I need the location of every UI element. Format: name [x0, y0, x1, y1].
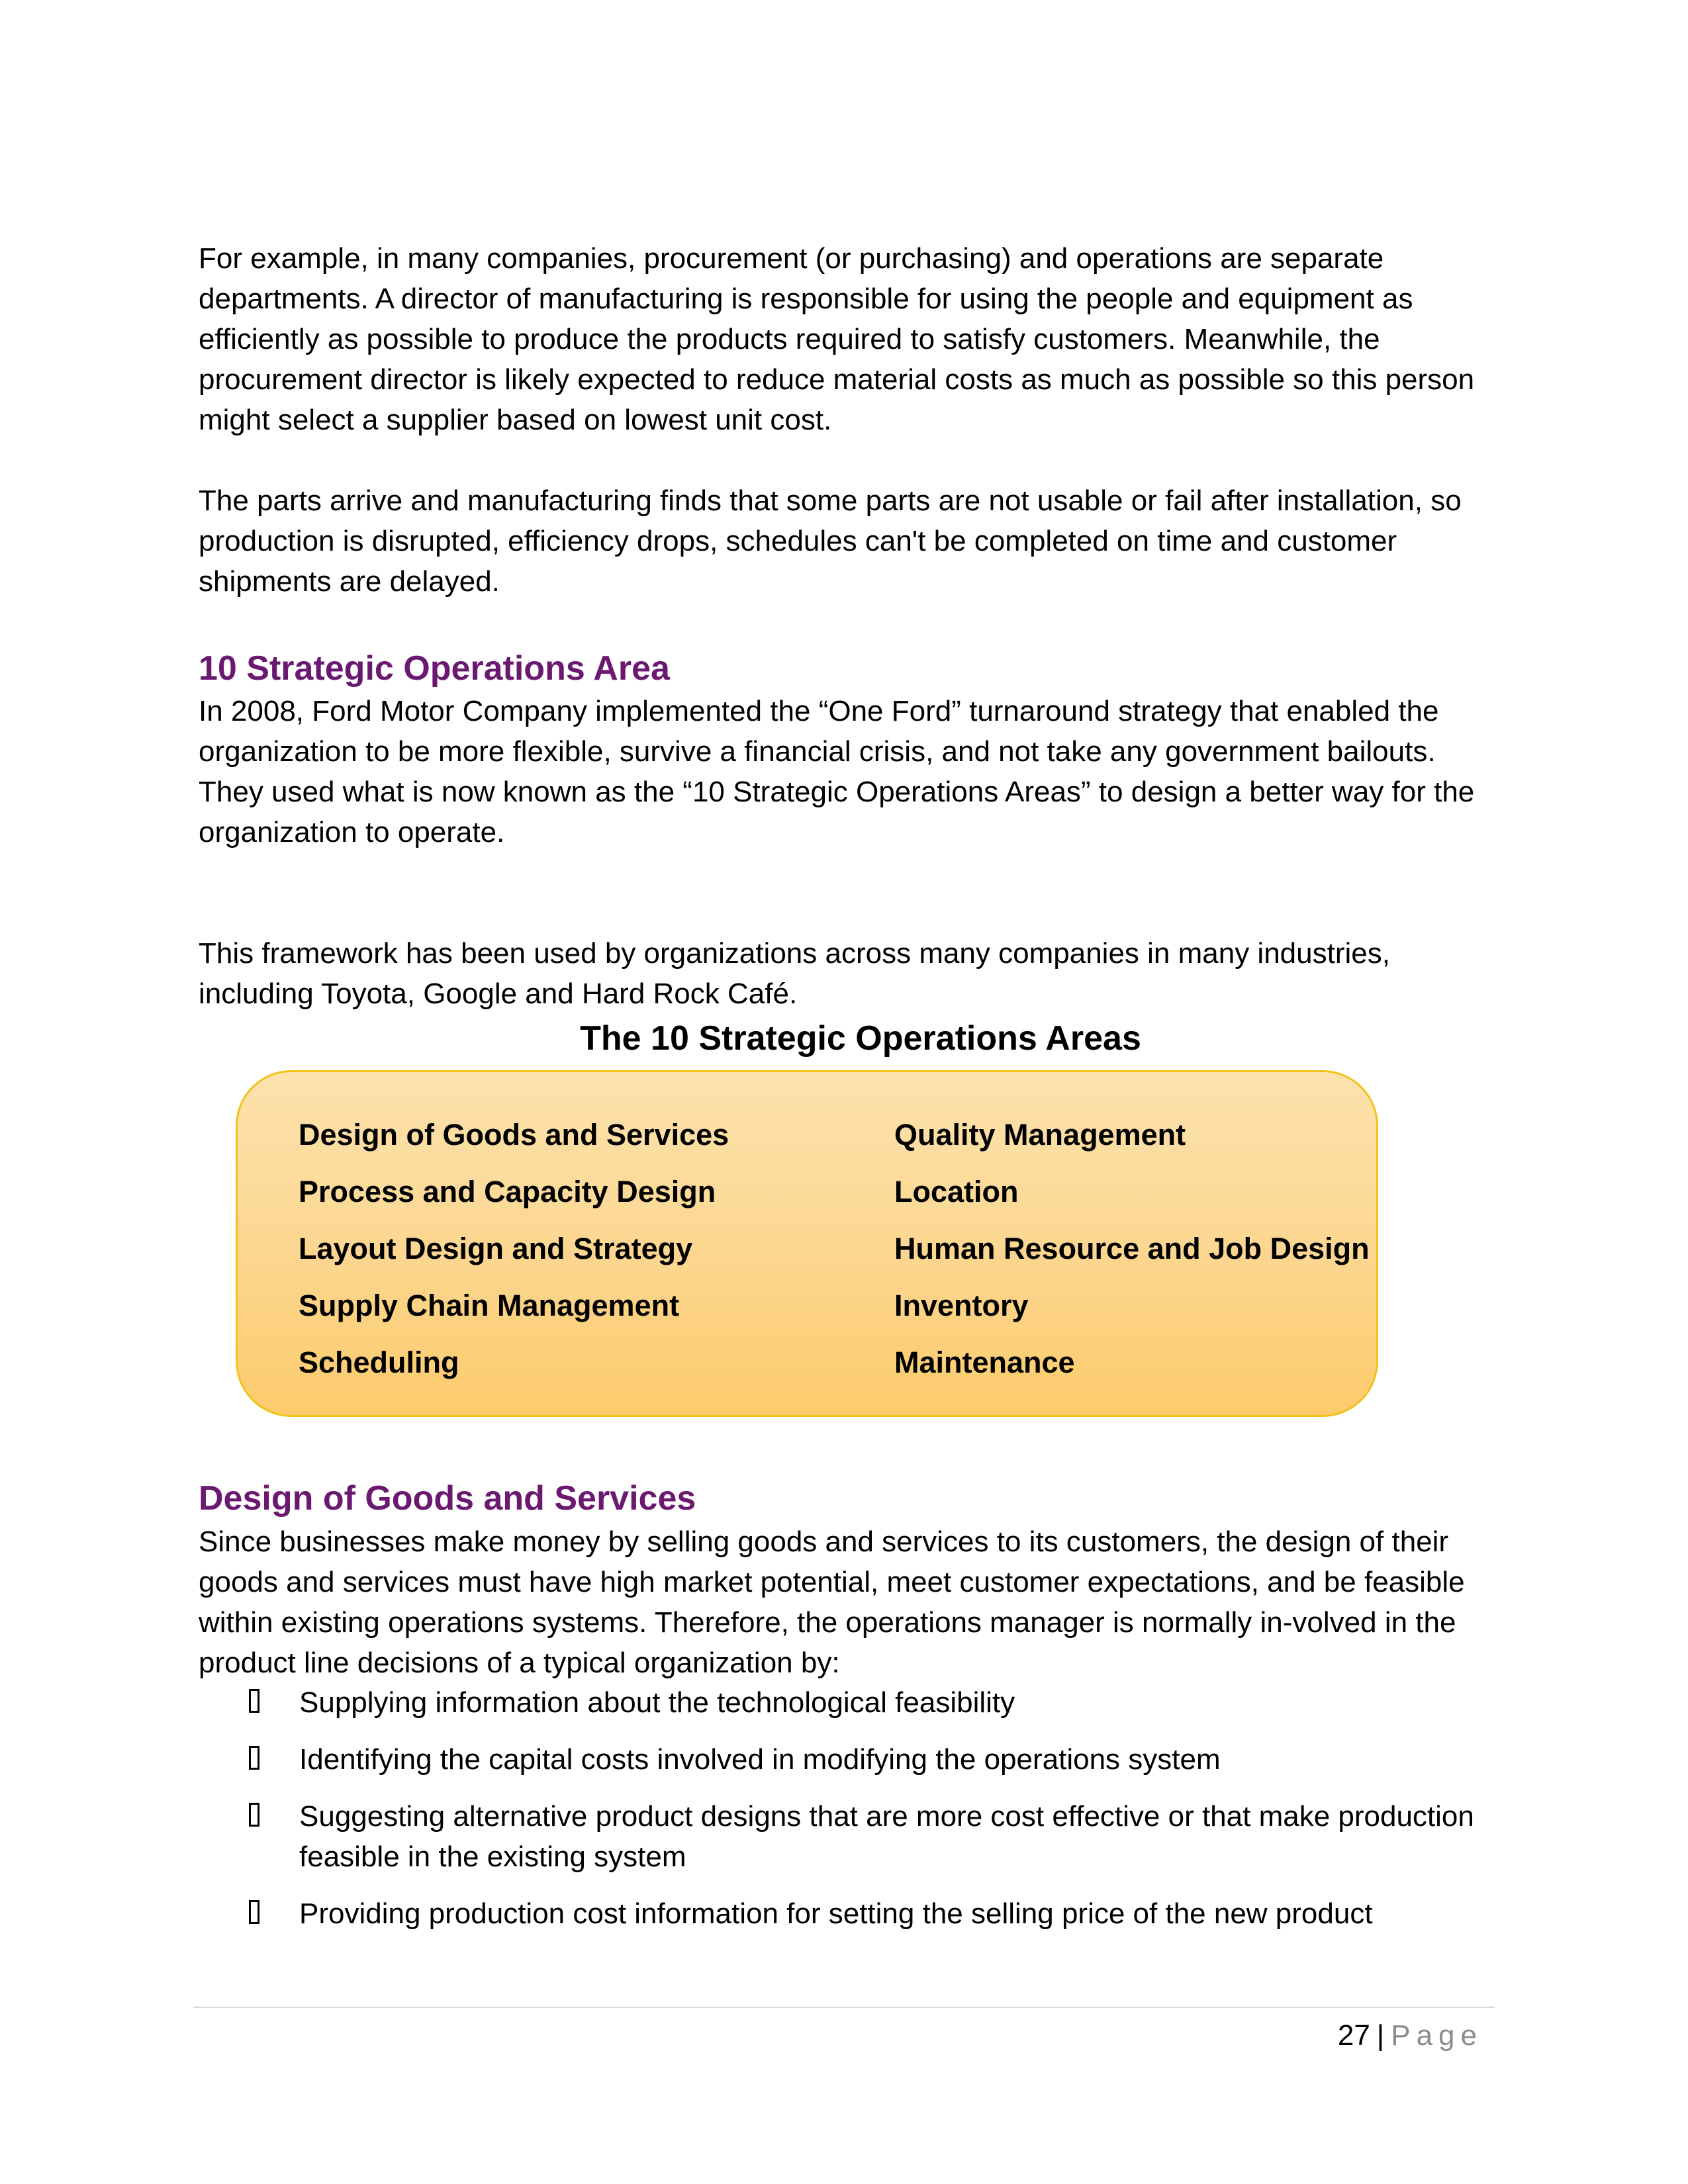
page-footer	[1338, 2016, 1483, 2056]
section-heading-strategic-areas: 10 Strategic Operations Area	[199, 649, 670, 688]
list-item-text: Suggesting alternative product designs that are more cost effective or that make production feasible in the existing system	[299, 1800, 1474, 1873]
area-item: Location	[894, 1175, 1019, 1208]
list-item	[199, 1893, 1496, 1934]
areas-left-column	[299, 1107, 729, 1391]
section-heading-design-goods: Design of Goods and Services	[199, 1479, 696, 1518]
area-item: Human Resource and Job Design	[894, 1232, 1370, 1265]
paragraph-procurement-example: For example, in many companies, procurement (or purchasing) and operations are separate departments. A director of manufacturing is responsible for using the people and equipment as efficiently as possible to produce the products required to satisfy customers. Meanwhile, the procurement director is likely expected to reduce material costs as much as possible so this person might select a supplier based on lowest unit cost.	[199, 242, 1475, 436]
strategic-areas-box	[236, 1070, 1378, 1417]
bullet-box-icon	[249, 1689, 259, 1713]
area-item: Scheduling	[299, 1345, 459, 1379]
paragraph-framework-usage: This framework has been used by organizations across many companies in many industries, including Toyota, Google and Hard Rock Café.	[199, 937, 1390, 1010]
areas-box-title: The 10 Strategic Operations Areas	[580, 1019, 1141, 1058]
list-item	[199, 1796, 1496, 1877]
bullet-box-icon	[249, 1803, 259, 1827]
paragraph-design-goods: Since businesses make money by selling goods and services to its customers, the design of their goods and services must have high market potential, meet customer expectations, and be feasible within existing operations systems. Therefore, the operations manager is normally in-volved in the product line decisions of a typical organization by:	[199, 1525, 1465, 1679]
areas-right-column	[894, 1107, 1370, 1391]
area-item: Layout Design and Strategy	[299, 1232, 693, 1265]
bullet-box-icon	[249, 1900, 259, 1924]
area-item: Quality Management	[894, 1118, 1186, 1152]
paragraph-ford-one-ford: In 2008, Ford Motor Company implemented the “One Ford” turnaround strategy that enabled the organization to be more flexible, survive a financial crisis, and not take any government bailouts. They used what is now known as the “10 Strategic Operations Areas” to design a better way for the organization to operate.	[199, 695, 1475, 848]
area-item: Inventory	[894, 1289, 1029, 1322]
area-item: Maintenance	[894, 1345, 1075, 1379]
footer-separator: |	[1376, 2019, 1385, 2052]
page-label: Page	[1391, 2019, 1483, 2052]
list-item	[199, 1682, 1496, 1723]
bullet-list	[199, 1682, 1496, 1950]
paragraph-parts-arrive: The parts arrive and manufacturing finds that some parts are not usable or fail after installation, so production is disrupted, efficiency drops, schedules can't be completed on time and customer shipments are delayed.	[199, 484, 1462, 598]
footer-divider	[193, 2007, 1495, 2008]
area-item: Process and Capacity Design	[299, 1175, 716, 1208]
area-item: Supply Chain Management	[299, 1289, 680, 1322]
list-item-text: Providing production cost information for setting the selling price of the new product	[299, 1897, 1373, 1930]
list-item-text: Identifying the capital costs involved in modifying the operations system	[299, 1743, 1221, 1776]
list-item-text: Supplying information about the technological feasibility	[299, 1686, 1015, 1719]
area-item: Design of Goods and Services	[299, 1118, 729, 1152]
list-item	[199, 1739, 1496, 1780]
bullet-box-icon	[249, 1746, 259, 1770]
page-number: 27	[1337, 2019, 1370, 2052]
